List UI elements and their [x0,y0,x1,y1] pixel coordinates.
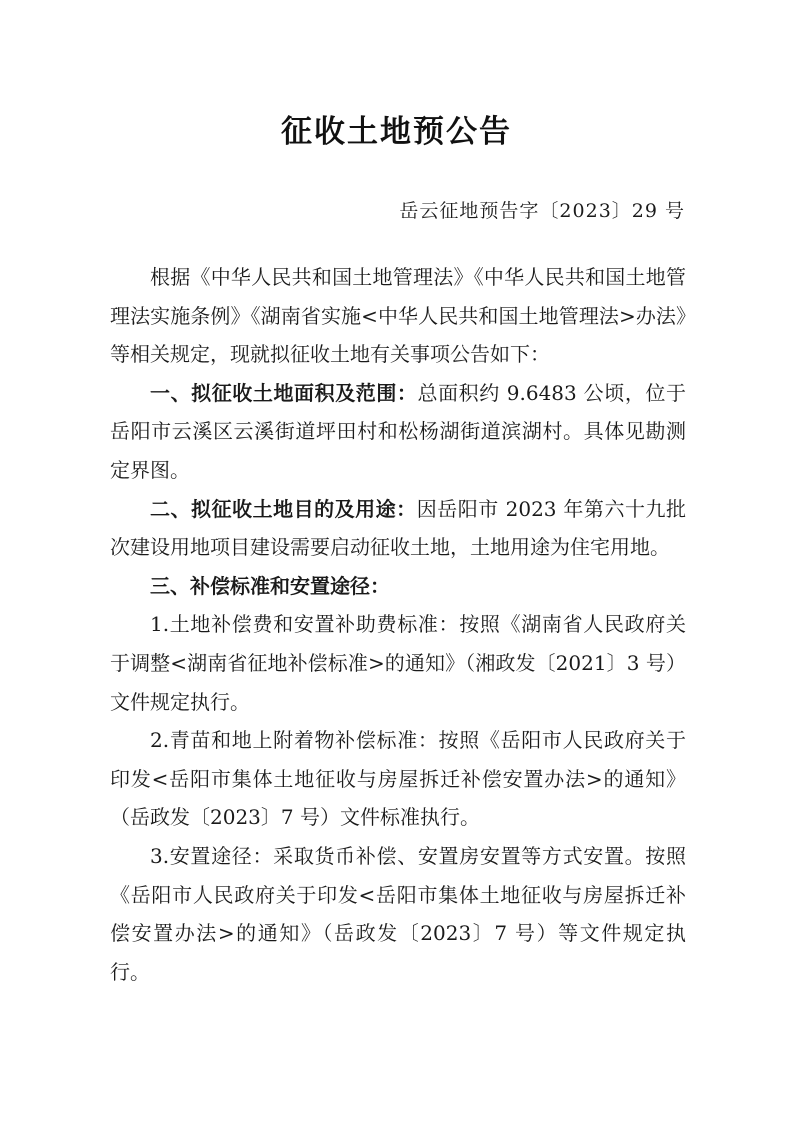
document-title: 征收土地预公告 [281,114,512,150]
item-3-paragraph: 3.安置途径：采取货币补偿、安置房安置等方式安置。按照《岳阳市人民政府关于印发<岳阳市集体土地征收与房屋拆迁补偿安置办法>的通知》（岳政发〔2023〕7 号）等文件规定执行。 [110,843,686,984]
section-2-heading: 二、拟征收土地目的及用途： [150,496,417,521]
item-2-paragraph: 2.青苗和地上附着物补偿标准：按照《岳阳市人民政府关于印发<岳阳市集体土地征收与房屋拆迁补偿安置办法>的通知》（岳政发〔2023〕7 号）文件标准执行。 [110,728,686,830]
section-3-heading-text: 三、补偿标准和安置途径： [150,573,390,598]
item-1-paragraph: 1.土地补偿费和安置补助费标准：按照《湖南省人民政府关于调整<湖南省征地补偿标准>的通知》（湘政发〔2021〕3 号）文件规定执行。 [110,612,686,714]
section-1-heading: 一、拟征收土地面积及范围： [150,380,418,405]
section-1-paragraph [110,374,686,490]
section-3-heading [110,567,686,606]
section-1-text: 总面积约 9.6483 公顷，位于岳阳市云溪区云溪街道坪田村和松杨湖街道滨湖村。具体见勘测定界图。 [110,380,686,482]
intro-paragraph: 根据《中华人民共和国土地管理法》《中华人民共和国土地管理法实施条例》《湖南省实施<中华人民共和国土地管理法>办法》等相关规定，现就拟征收土地有关事项公告如下： [110,265,686,367]
section-2-text: 因岳阳市 2023 年第六十九批次建设用地项目建设需要启动征收土地，土地用途为住宅用地。 [110,496,686,560]
document-body [110,258,686,991]
section-2-paragraph [110,490,686,567]
document-number: 岳云征地预告字〔2023〕29 号 [399,200,685,222]
